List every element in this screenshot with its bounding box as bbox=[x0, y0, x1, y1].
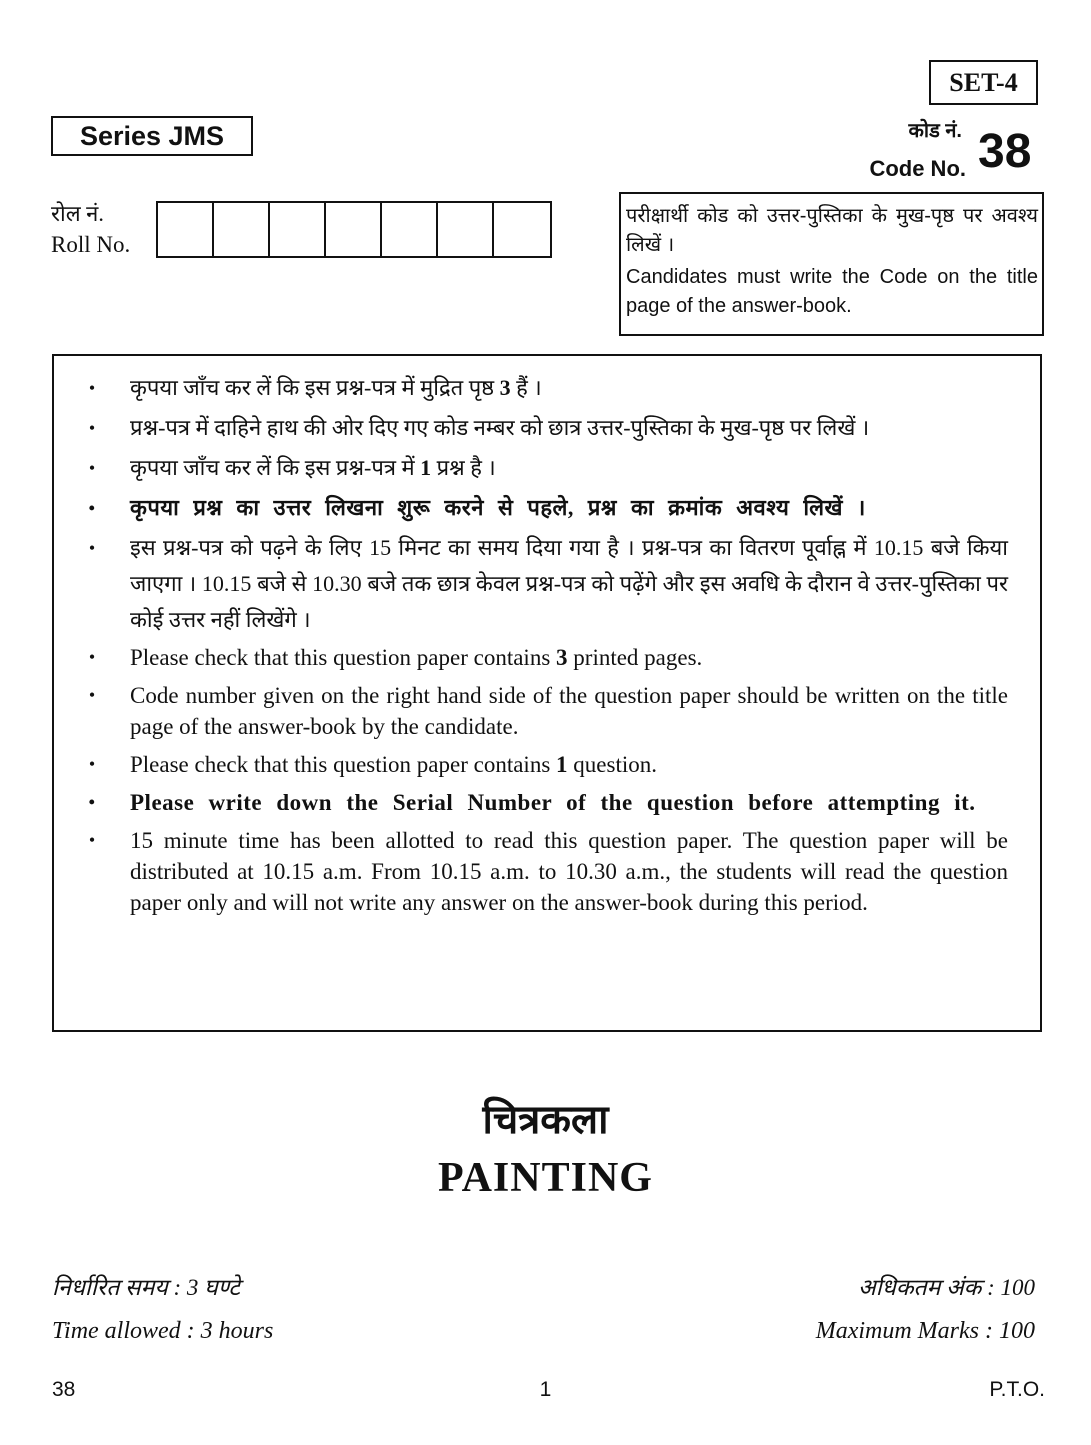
instruction-text: 15 minute time has been allotted to read this question paper. The question paper will be distributed at 10.15 a.m. From 10.15 a.m. to 10.30 a.m., the students will read the question paper only and will not write any answer on the answer-book during this period. bbox=[130, 828, 1008, 915]
bullet-icon: • bbox=[88, 418, 96, 438]
time-allowed: Time allowed : 3 hours bbox=[52, 1318, 274, 1344]
code-label-hindi: कोड नं. bbox=[908, 120, 962, 142]
instruction-text: प्रश्न है । bbox=[431, 455, 496, 480]
roll-number-cell[interactable] bbox=[158, 203, 214, 256]
instruction-item-hindi bbox=[82, 490, 1008, 526]
instruction-text: कृपया जाँच कर लें कि इस प्रश्न-पत्र में bbox=[130, 455, 421, 480]
instruction-text: कृपया जाँच कर लें कि इस प्रश्न-पत्र में मुद्रित पृष्ठ bbox=[130, 375, 500, 400]
instruction-text: इस प्रश्न-पत्र को पढ़ने के लिए 15 मिनट का समय दिया गया है । प्रश्न-पत्र का वितरण पूर्वाह्न में 10.15 बजे किया जाएगा । 10.15 बजे से 10.30 बजे तक छात्र केवल प्रश्न-पत्र को पढ़ेंगे और इस अवधि के दौरान वे उत्तर-पुस्तिका पर कोई उत्तर नहीं लिखेंगे । bbox=[130, 535, 1008, 632]
roll-number-cell[interactable] bbox=[270, 203, 326, 256]
subject-title-hindi: चित्रकला bbox=[482, 1097, 609, 1142]
roll-label: Roll No. bbox=[51, 232, 131, 257]
instruction-text: Code number given on the right hand side of the question paper should be written on the title page of the answer-book by the candidate. bbox=[130, 683, 1008, 739]
maximum-marks-hindi: अधिकतम अंक : 100 bbox=[858, 1275, 1035, 1300]
instruction-item-english bbox=[82, 680, 1008, 742]
instruction-text: हैं । bbox=[510, 375, 542, 400]
notice-hindi: परीक्षार्थी कोड को उत्तर-पुस्तिका के मुख-पृष्ठ पर अवश्य लिखें । bbox=[626, 205, 1038, 256]
roll-label-hindi: रोल नं. bbox=[51, 201, 104, 226]
instruction-text: Please check that this question paper contains bbox=[130, 752, 557, 777]
bullet-icon: • bbox=[88, 830, 96, 850]
bullet-icon: • bbox=[88, 378, 96, 398]
instruction-item-hindi bbox=[82, 370, 1008, 406]
instruction-emphasis: 1 bbox=[556, 752, 568, 777]
notice-english: Candidates must write the Code on the title page of the answer-book. bbox=[626, 266, 1038, 317]
instruction-emphasis: Please write down the Serial Number of the question before attempting it. bbox=[130, 790, 976, 815]
roll-number-cell[interactable] bbox=[214, 203, 270, 256]
series-label: Series JMS bbox=[51, 116, 253, 156]
page-number: 1 bbox=[539, 1378, 552, 1401]
maximum-marks: Maximum Marks : 100 bbox=[815, 1318, 1035, 1344]
code-value: 38 bbox=[978, 125, 1032, 178]
roll-number-cell[interactable] bbox=[326, 203, 382, 256]
bullet-icon: • bbox=[88, 754, 96, 774]
instruction-item-english bbox=[82, 749, 1008, 780]
roll-number-boxes bbox=[156, 201, 552, 258]
instruction-text: Please check that this question paper contains bbox=[130, 645, 557, 670]
instruction-emphasis: 1 bbox=[420, 455, 432, 480]
instruction-text: question. bbox=[567, 752, 657, 777]
set-label: SET-4 bbox=[929, 60, 1038, 105]
candidate-notice bbox=[619, 192, 1044, 336]
instruction-text: printed pages. bbox=[567, 645, 703, 670]
instruction-emphasis: 3 bbox=[499, 375, 511, 400]
bullet-icon: • bbox=[88, 498, 96, 518]
footer-code: 38 bbox=[52, 1378, 76, 1401]
instruction-item-english bbox=[82, 825, 1008, 918]
subject-title: PAINTING bbox=[438, 1155, 653, 1201]
instruction-item-hindi bbox=[82, 530, 1008, 638]
instruction-item-english bbox=[82, 787, 1008, 818]
bullet-icon: • bbox=[88, 647, 96, 667]
pto-label: P.T.O. bbox=[989, 1378, 1045, 1401]
bullet-icon: • bbox=[88, 685, 96, 705]
instruction-emphasis: 3 bbox=[556, 645, 568, 670]
code-label: Code No. bbox=[869, 156, 966, 181]
time-allowed-hindi: निर्धारित समय : 3 घण्टे bbox=[52, 1275, 240, 1300]
instruction-emphasis: कृपया प्रश्न का उत्तर लिखना शुरू करने से पहले, प्रश्न का क्रमांक अवश्य लिखें । bbox=[130, 495, 866, 520]
instruction-item-english bbox=[82, 642, 1008, 673]
instructions-box bbox=[52, 354, 1042, 1032]
instruction-item-hindi bbox=[82, 450, 1008, 486]
instruction-text: प्रश्न-पत्र में दाहिने हाथ की ओर दिए गए कोड नम्बर को छात्र उत्तर-पुस्तिका के मुख-पृष्ठ पर लिखें । bbox=[130, 415, 870, 440]
instruction-item-hindi bbox=[82, 410, 1008, 446]
roll-number-cell[interactable] bbox=[494, 203, 550, 256]
bullet-icon: • bbox=[88, 792, 96, 812]
bullet-icon: • bbox=[88, 538, 96, 558]
roll-number-cell[interactable] bbox=[438, 203, 494, 256]
instructions-list bbox=[82, 370, 1008, 918]
bullet-icon: • bbox=[88, 458, 96, 478]
roll-number-cell[interactable] bbox=[382, 203, 438, 256]
